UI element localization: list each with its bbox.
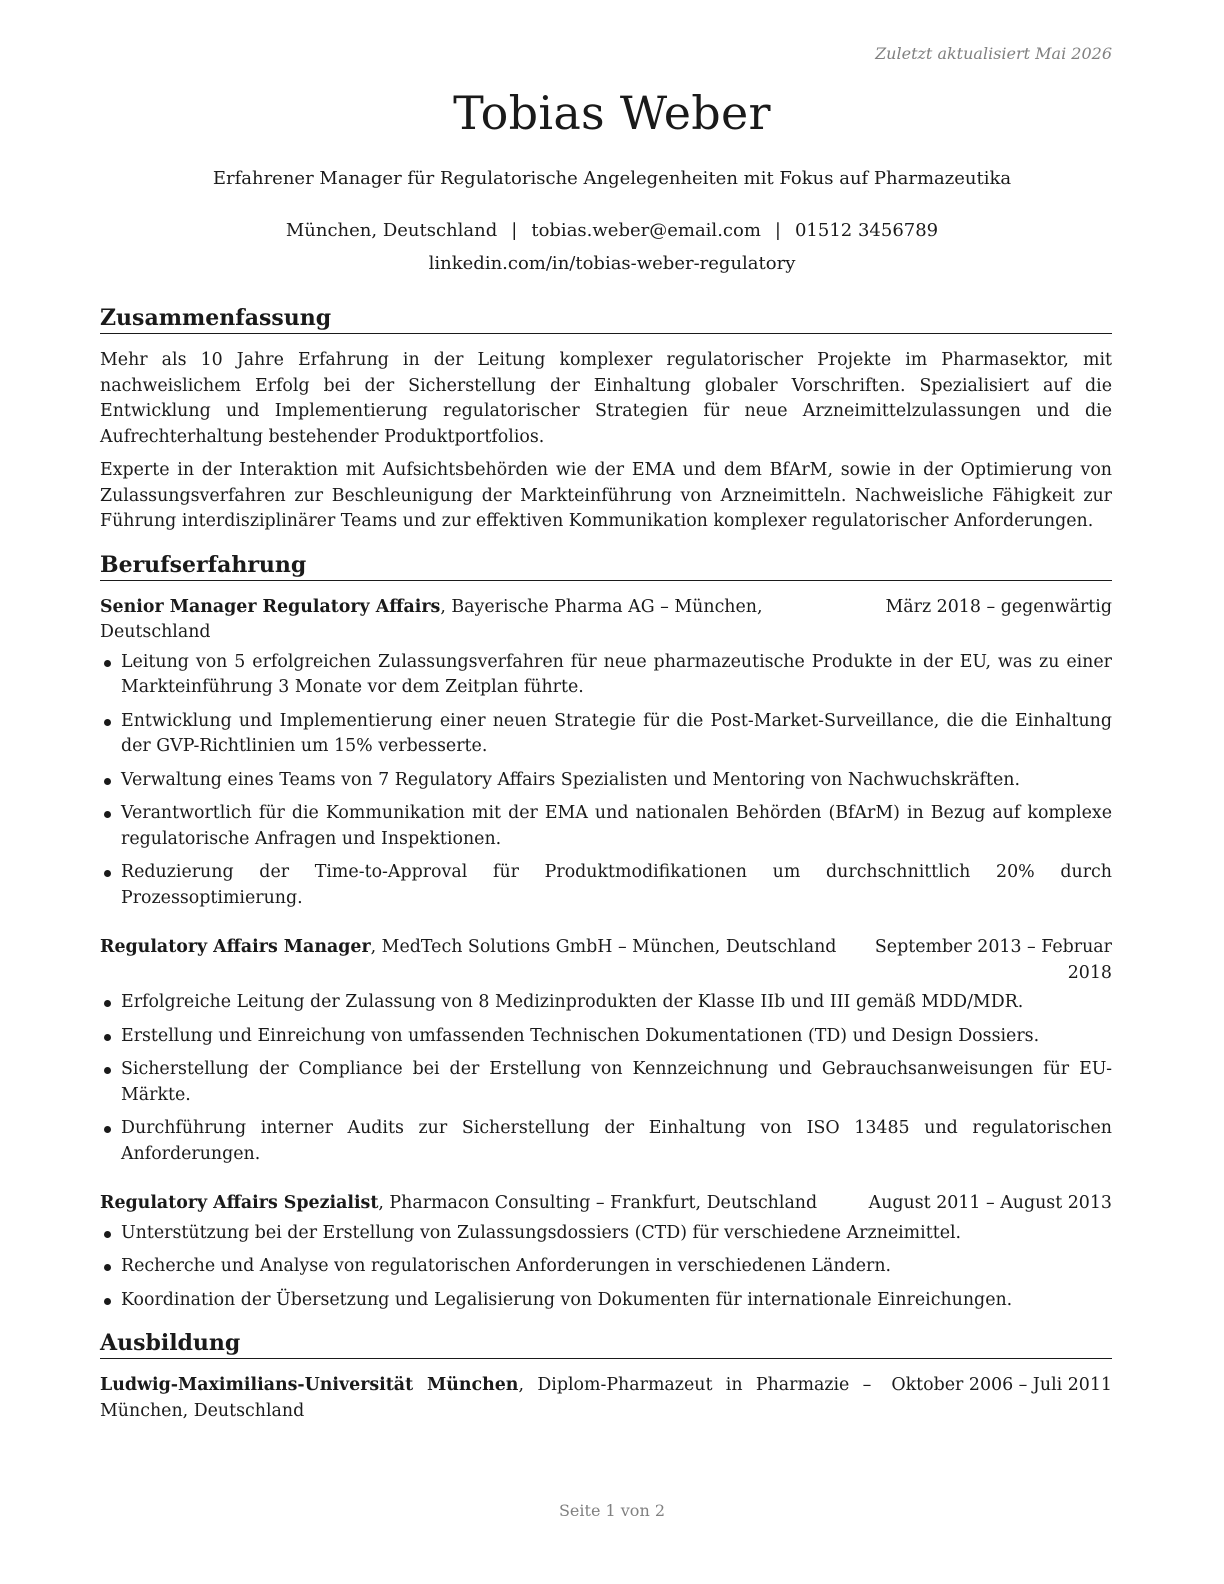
- education-section: [100, 1329, 1112, 1424]
- candidate-name: Tobias Weber: [453, 86, 771, 140]
- education-dates: Oktober 2006 – Juli 2011: [891, 1375, 1112, 1395]
- list-item: Verantwortlich für die Kommunikation mit der EMA und nationalen Behörden (BfArM) in Bezug auf komplexe regulatorische Anfragen und Inspektionen.: [100, 801, 1112, 852]
- section-title-education: Ausbildung: [100, 1329, 1112, 1359]
- summary-section: [100, 304, 1112, 535]
- section-title-experience: Berufserfahrung: [100, 551, 1112, 581]
- contact-separator: |: [774, 220, 781, 241]
- list-item: Sicherstellung der Compliance bei der Erstellung von Kennzeichnung und Gebrauchsanweisungen für EU-Märkte.: [100, 1057, 1112, 1108]
- job-dates: August 2011 – August 2013: [868, 1193, 1112, 1213]
- job-entry: [100, 595, 1112, 912]
- list-item: Recherche und Analyse von regulatorischen Anforderungen in verschiedenen Ländern.: [100, 1254, 1112, 1280]
- job-bullets: [100, 990, 1112, 1167]
- last-updated-note: Zuletzt aktualisiert Mai 2026: [875, 44, 1112, 63]
- job-organization: , Pharmacon Consulting – Frankfurt, Deutschland: [378, 1193, 818, 1213]
- list-item: Entwicklung und Implementierung einer neuen Strategie für die Post-Market-Surveillance, die die Einhaltung der GVP-Richtlinien um 15% verbesserte.: [100, 709, 1112, 760]
- list-item: Unterstützung bei der Erstellung von Zulassungsdossiers (CTD) für verschiedene Arzneimittel.: [100, 1221, 1112, 1247]
- job-header: [100, 935, 1112, 986]
- list-item: Verwaltung eines Teams von 7 Regulatory Affairs Spezialisten und Mentoring von Nachwuchskräften.: [100, 768, 1112, 794]
- page-number: Seite 1 von 2: [558, 1501, 666, 1520]
- contact-location: München, Deutschland: [285, 220, 498, 241]
- education-degree: , Diplom-Pharmazeut in Pharmazie – München, Deutschland: [100, 1375, 872, 1421]
- summary-paragraph: Mehr als 10 Jahre Erfahrung in der Leitung komplexer regulatorischer Projekte im Pharmasektor, mit nachweislichem Erfolg bei der Sicherstellung der Einhaltung globaler Vorschriften. Spezialisiert auf die Entwicklung und Implementierung regulatorischer Strategien für neue Arzneimittelzulassungen und die Aufrechterhaltung bestehender Produktportfolios.: [100, 350, 1112, 447]
- job-entry: [100, 1191, 1112, 1313]
- job-role: Regulatory Affairs Spezialist: [100, 1193, 379, 1213]
- job-organization: , MedTech Solutions GmbH – München, Deutschland: [370, 937, 837, 957]
- resume-body: [100, 304, 1112, 1424]
- list-item: Erstellung und Einreichung von umfassenden Technischen Dokumentationen (TD) und Design Dossiers.: [100, 1024, 1112, 1050]
- contact-line: [0, 220, 1224, 241]
- linkedin-link[interactable]: linkedin.com/in/tobias-weber-regulatory: [428, 253, 796, 274]
- list-item: Leitung von 5 erfolgreichen Zulassungsverfahren für neue pharmazeutische Produkte in der EU, was zu einer Markteinführung 3 Monate vor dem Zeitplan führte.: [100, 650, 1112, 701]
- list-item: Erfolgreiche Leitung der Zulassung von 8 Medizinprodukten der Klasse IIb und III gemäß MDD/MDR.: [100, 990, 1112, 1016]
- job-bullets: [100, 650, 1112, 912]
- education-school: Ludwig-Maximilians-Universität München: [100, 1375, 519, 1395]
- job-bullets: [100, 1221, 1112, 1314]
- job-role: Regulatory Affairs Manager: [100, 937, 371, 957]
- job-header: [100, 595, 1112, 646]
- list-item: Durchführung interner Audits zur Sicherstellung der Einhaltung von ISO 13485 und regulatorischen Anforderungen.: [100, 1116, 1112, 1167]
- job-role: Senior Manager Regulatory Affairs: [100, 596, 441, 617]
- summary-paragraph: Experte in der Interaktion mit Aufsichtsbehörden wie der EMA und dem BfArM, sowie in der Optimierung von Zulassungsverfahren zur Beschleunigung der Markteinführung von Arzneimitteln. Nachweisliche Fähigkeit zur Führung interdisziplinärer Teams und zur effektiven Kommunikation komplexer regulatorischer Anforderungen.: [100, 460, 1112, 531]
- job-entry: [100, 935, 1112, 1167]
- contact-phone: 01512 3456789: [794, 220, 939, 241]
- list-item: Reduzierung der Time-to-Approval für Produktmodifikationen um durchschnittlich 20% durch Prozessoptimierung.: [100, 860, 1112, 911]
- education-entry: [100, 1373, 1112, 1424]
- job-dates: September 2013 – Februar 2018: [874, 937, 1112, 983]
- job-header: [100, 1191, 1112, 1217]
- experience-section: [100, 551, 1112, 1314]
- candidate-headline: Erfahrener Manager für Regulatorische Angelegenheiten mit Fokus auf Pharmazeutika: [212, 168, 1012, 189]
- contact-separator: |: [511, 220, 518, 241]
- contact-email[interactable]: tobias.weber@email.com: [531, 220, 761, 241]
- list-item: Koordination der Übersetzung und Legalisierung von Dokumenten für internationale Einreichungen.: [100, 1288, 1112, 1314]
- job-organization: , Bayerische Pharma AG – München, Deutschland: [100, 596, 763, 642]
- section-title-summary: Zusammenfassung: [100, 304, 1112, 334]
- job-dates: März 2018 – gegenwärtig: [885, 596, 1112, 617]
